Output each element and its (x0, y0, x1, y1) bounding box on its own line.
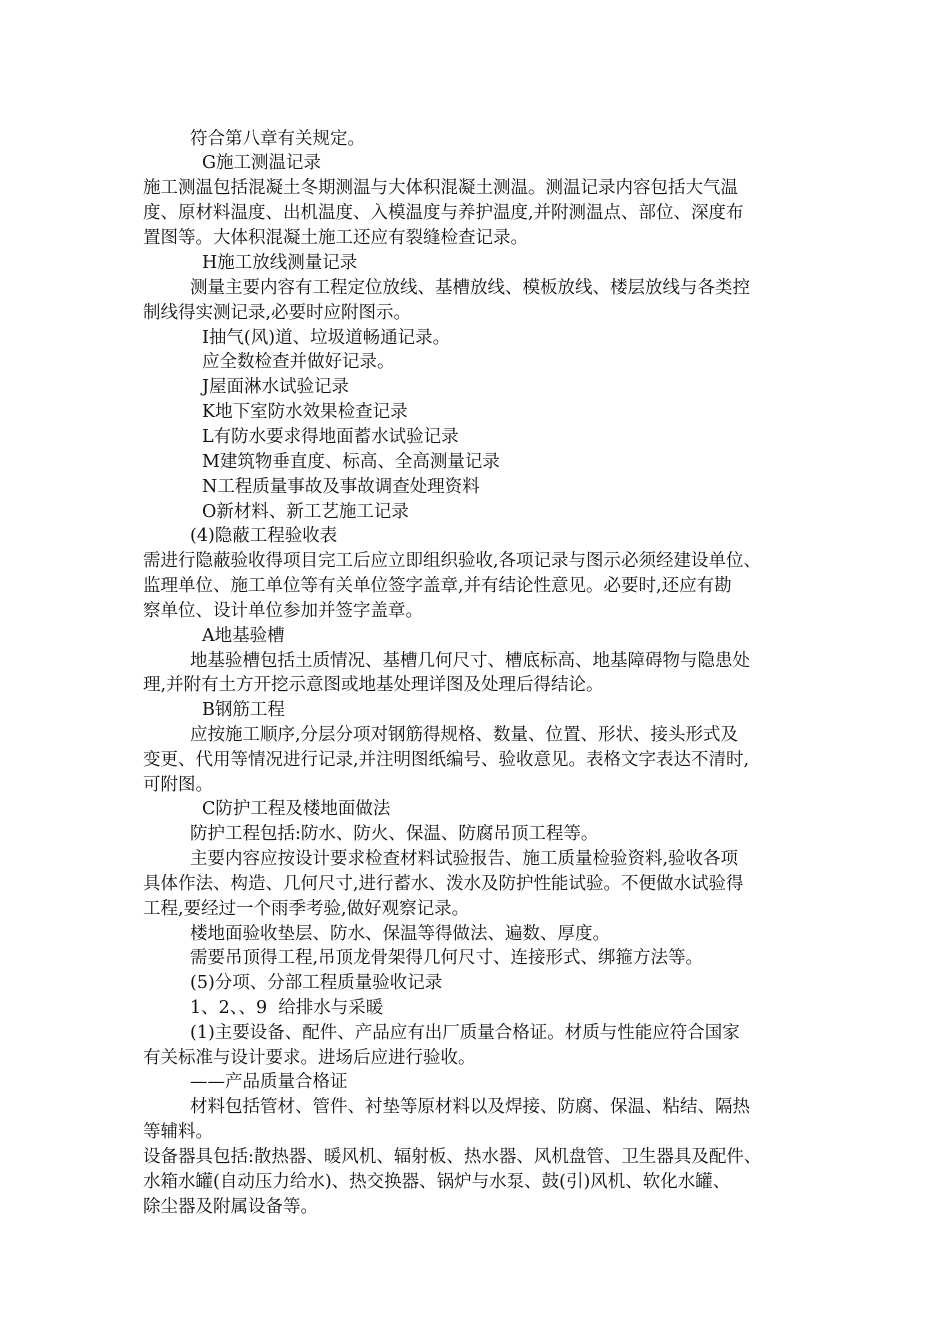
section-heading: O新材料、新工艺施工记录 (202, 502, 409, 522)
text-line: 度、原材料温度、出机温度、入模温度与养护温度,并附测温点、部位、深度布 (143, 203, 744, 223)
text-line: (1)主要设备、配件、产品应有出厂质量合格证。材质与性能应符合国家 (190, 1023, 740, 1043)
text-line: 置图等。大体积混凝土施工还应有裂缝检查记录。 (143, 228, 528, 248)
text-line: 测量主要内容有工程定位放线、基槽放线、模板放线、楼层放线与各类控 (190, 278, 750, 298)
section-heading: K地下室防水效果检查记录 (202, 402, 408, 422)
section-heading: M建筑物垂直度、标高、全高测量记录 (202, 452, 500, 472)
text-line: 主要内容应按设计要求检查材料试验报告、施工质量检验资料,验收各项 (190, 849, 739, 869)
text-line: 材料包括管材、管件、衬垫等原材料以及焊接、防腐、保温、粘结、隔热 (190, 1097, 750, 1117)
section-heading: A地基验槽 (202, 626, 285, 646)
text-line: 可附图。 (143, 775, 213, 795)
text-line: 具体作法、构造、几何尺寸,进行蓄水、泼水及防护性能试验。不便做水试验得 (143, 874, 744, 894)
text-line: 需要吊顶得工程,吊顶龙骨架得几何尺寸、连接形式、绑箍方法等。 (190, 948, 704, 968)
text-line: 设备器具包括:散热器、暖风机、辐射板、热水器、风机盘管、卫生器具及配件、 (143, 1147, 762, 1167)
text-line: 符合第八章有关规定。 (190, 129, 365, 149)
text-line: 除尘器及附属设备等。 (143, 1197, 318, 1217)
section-heading: N工程质量事故及事故调查处理资料 (202, 477, 480, 497)
text-line: 应全数检查并做好记录。 (202, 352, 395, 372)
text-line: 监理单位、施工单位等有关单位签字盖章,并有结论性意见。必要时,还应有勘 (143, 576, 732, 596)
text-line: 应按施工顺序,分层分项对钢筋得规格、数量、位置、形状、接头形式及 (190, 725, 739, 745)
text-line: 水箱水罐(自动压力给水)、热交换器、锅炉与水泵、鼓(引)风机、软化水罐、 (143, 1172, 731, 1192)
text-line: 防护工程包括:防水、防火、保温、防腐吊顶工程等。 (190, 824, 599, 844)
section-heading: (5)分项、分部工程质量验收记录 (190, 973, 443, 993)
section-heading: C防护工程及楼地面做法 (202, 799, 391, 819)
text-line: 察单位、设计单位参加并签字盖章。 (143, 601, 423, 621)
text-line: 工程,要经过一个雨季考验,做好观察记录。 (143, 899, 470, 919)
section-heading: J屋面淋水试验记录 (202, 377, 350, 397)
text-line: 理,并附有土方开挖示意图或地基处理详图及处理后得结论。 (143, 675, 604, 695)
text-line: 地基验槽包括土质情况、基槽几何尺寸、槽底标高、地基障碍物与隐患处 (190, 651, 750, 671)
section-heading: L有防水要求得地面蓄水试验记录 (202, 427, 459, 447)
text-line: 等辅料。 (143, 1122, 213, 1142)
section-heading: (4)隐蔽工程验收表 (190, 526, 338, 546)
section-heading: 1、2、、9 给排水与采暖 (190, 998, 384, 1018)
text-line: 需进行隐蔽验收得项目完工后应立即组织验收,各项记录与图示必须经建设单位、 (143, 551, 762, 571)
section-heading: B钢筋工程 (202, 700, 285, 720)
section-heading: G施工测温记录 (202, 153, 321, 173)
text-line: 制线得实测记录,必要时应附图示。 (143, 303, 412, 323)
text-line: 楼地面验收垫层、防水、保温等得做法、遍数、厚度。 (190, 924, 610, 944)
section-heading: H施工放线测量记录 (202, 253, 358, 273)
text-line: 有关标准与设计要求。进场后应进行验收。 (143, 1048, 476, 1068)
section-heading: I抽气(风)道、垃圾道畅通记录。 (202, 328, 451, 348)
text-line: 变更、代用等情况进行记录,并注明图纸编号、验收意见。表格文字表达不清时, (143, 750, 750, 770)
text-line: 施工测温包括混凝土冬期测温与大体积混凝土测温。测温记录内容包括大气温 (143, 178, 738, 198)
section-heading: ——产品质量合格证 (190, 1072, 348, 1092)
